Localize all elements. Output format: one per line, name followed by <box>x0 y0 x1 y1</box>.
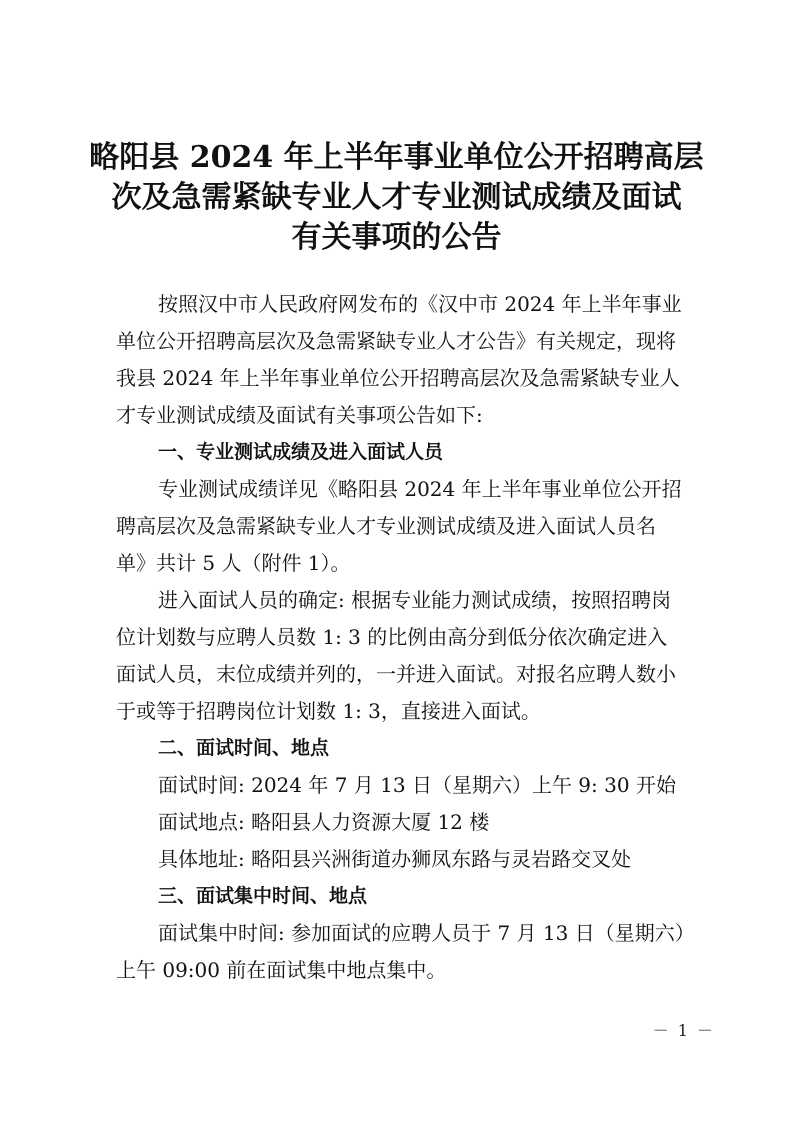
interview-place: 面试地点: 略阳县人力资源大厦 12 楼 <box>158 810 490 834</box>
text-line: 单位公开招聘高层次及急需紧缺专业人才公告》有关规定，现将 <box>116 329 676 353</box>
text-line: 进入面试人员的确定: 根据专业能力测试成绩，按照招聘岗 <box>158 588 672 612</box>
section-heading: 三、面试集中时间、地点 <box>158 885 368 907</box>
interview-address: 具体地址: 略阳县兴洲街道办狮凤东路与灵岩路交叉处 <box>158 847 632 871</box>
text-line: 我县 2024 年上半年事业单位公开招聘高层次及急需紧缺专业人 <box>116 366 680 390</box>
title-line: 次及急需紧缺专业人才专业测试成绩及面试 <box>111 180 682 215</box>
text-line: 于或等于招聘岗位计划数 1: 3，直接进入面试。 <box>116 699 541 723</box>
text-line: 位计划数与应聘人员数 1: 3 的比例由高分到低分依次确定进入 <box>116 625 668 649</box>
text-line: 单》共计 5 人（附件 1）。 <box>116 551 351 575</box>
document-title <box>80 138 713 258</box>
document-body <box>116 286 706 989</box>
title-line: 略阳县 2024 年上半年事业单位公开招聘高层 <box>89 140 704 175</box>
text-line: 按照汉中市人民政府网发布的《汉中市 2024 年上半年事业 <box>158 292 682 316</box>
text-line: 专业测试成绩详见《略阳县 2024 年上半年事业单位公开招 <box>158 477 682 501</box>
page-number: － 1 － <box>652 1021 715 1040</box>
text-line: 才专业测试成绩及面试有关事项公告如下: <box>116 403 483 427</box>
title-line: 有关事项的公告 <box>291 220 502 255</box>
section-heading: 二、面试时间、地点 <box>158 737 330 759</box>
text-line: 面试人员，末位成绩并列的，一并进入面试。对报名应聘人数小 <box>116 662 676 686</box>
text-line: 上午 09:00 前在面试集中地点集中。 <box>116 958 447 982</box>
section-heading: 一、专业测试成绩及进入面试人员 <box>158 441 444 463</box>
section1-paragraph-2 <box>116 582 706 730</box>
intro-paragraph <box>116 286 706 434</box>
interview-time: 面试时间: 2024 年 7 月 13 日（星期六）上午 9: 30 开始 <box>158 773 676 797</box>
text-line: 面试集中时间: 参加面试的应聘人员于 7 月 13 日（星期六） <box>158 921 695 945</box>
text-line: 聘高层次及急需紧缺专业人才专业测试成绩及进入面试人员名 <box>116 514 656 538</box>
section3-paragraph <box>116 915 706 989</box>
section1-paragraph-1 <box>116 471 706 582</box>
